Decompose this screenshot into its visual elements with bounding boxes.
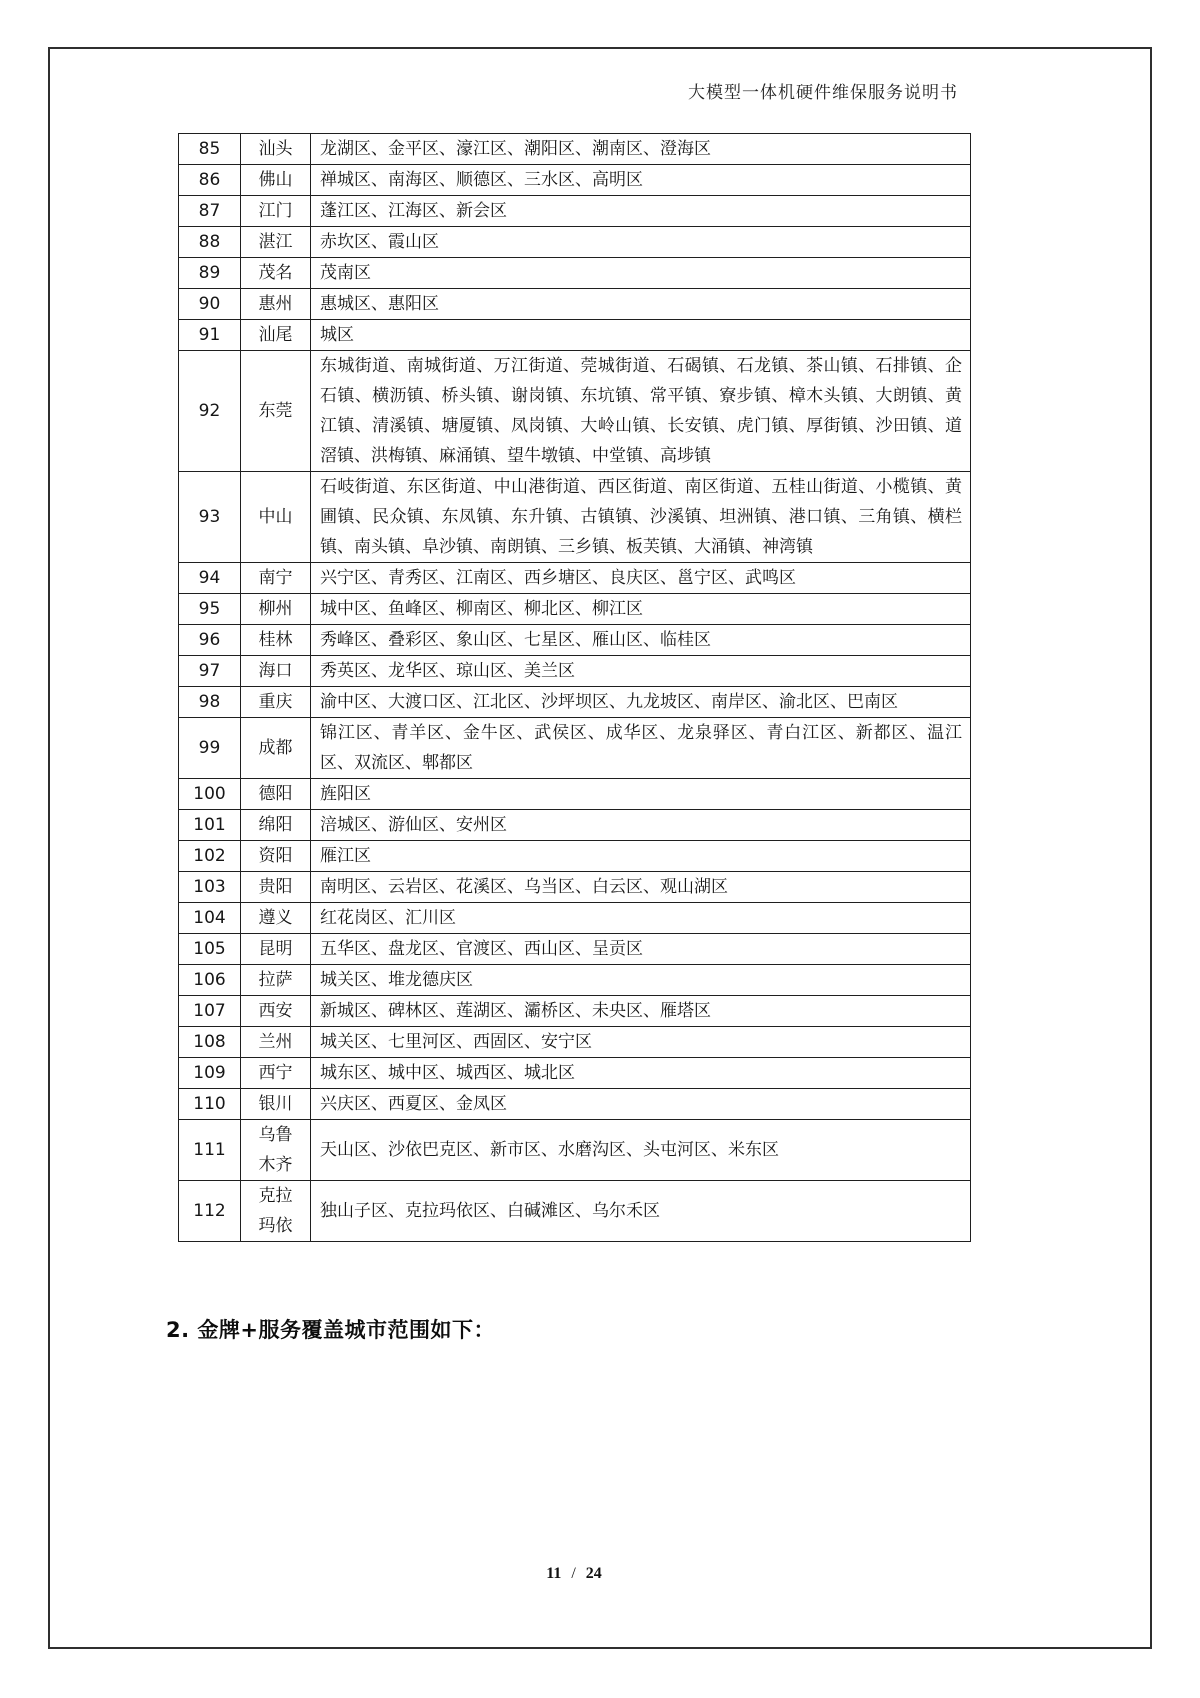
cell-city: 昆明 [241,934,311,965]
cell-districts: 新城区、碑林区、莲湖区、灞桥区、未央区、雁塔区 [311,996,971,1027]
cell-num: 109 [179,1058,241,1089]
cell-city: 成都 [241,718,311,779]
table-row [179,563,971,594]
table-row [179,196,971,227]
cell-num: 96 [179,625,241,656]
cell-num: 108 [179,1027,241,1058]
cell-num: 98 [179,687,241,718]
table-row [179,165,971,196]
cell-city: 重庆 [241,687,311,718]
cell-city: 乌鲁木齐 [241,1120,311,1181]
table-row [179,1058,971,1089]
cell-num: 86 [179,165,241,196]
cell-num: 95 [179,594,241,625]
cell-city: 德阳 [241,779,311,810]
cell-num: 89 [179,258,241,289]
cell-city: 西安 [241,996,311,1027]
cell-districts: 五华区、盘龙区、官渡区、西山区、呈贡区 [311,934,971,965]
cell-city: 桂林 [241,625,311,656]
table-row [179,320,971,351]
cell-city: 拉萨 [241,965,311,996]
table-row [179,656,971,687]
cell-num: 106 [179,965,241,996]
table-row [179,872,971,903]
cell-city: 佛山 [241,165,311,196]
cell-city: 西宁 [241,1058,311,1089]
cell-city: 兰州 [241,1027,311,1058]
cell-num: 94 [179,563,241,594]
section-heading: 2. 金牌+服务覆盖城市范围如下： [166,1318,495,1342]
table-row [179,779,971,810]
cell-city: 贵阳 [241,872,311,903]
page-number-separator: / [571,1565,576,1582]
table-row [179,289,971,320]
cell-num: 101 [179,810,241,841]
cell-city: 银川 [241,1089,311,1120]
cell-num: 85 [179,134,241,165]
table-row [179,1089,971,1120]
cell-num: 107 [179,996,241,1027]
cell-districts: 城中区、鱼峰区、柳南区、柳北区、柳江区 [311,594,971,625]
cell-num: 88 [179,227,241,258]
cell-num: 100 [179,779,241,810]
table-row [179,594,971,625]
table-row [179,965,971,996]
cell-districts: 雁江区 [311,841,971,872]
cell-city: 绵阳 [241,810,311,841]
table-row [179,472,971,563]
cell-num: 112 [179,1181,241,1242]
cell-districts: 秀英区、龙华区、琼山区、美兰区 [311,656,971,687]
cell-districts: 涪城区、游仙区、安州区 [311,810,971,841]
document-header-title: 大模型一体机硬件维保服务说明书 [688,83,958,103]
table-row [179,1120,971,1181]
cell-districts: 惠城区、惠阳区 [311,289,971,320]
cell-city: 东莞 [241,351,311,472]
cell-districts: 茂南区 [311,258,971,289]
table-row [179,687,971,718]
cell-districts: 独山子区、克拉玛依区、白碱滩区、乌尔禾区 [311,1181,971,1242]
table-row [179,718,971,779]
table-row [179,903,971,934]
cell-districts: 城关区、堆龙德庆区 [311,965,971,996]
cell-districts: 渝中区、大渡口区、江北区、沙坪坝区、九龙坡区、南岸区、渝北区、巴南区 [311,687,971,718]
cell-num: 104 [179,903,241,934]
table-row [179,1027,971,1058]
page-footer [178,1565,970,1583]
cell-city: 汕头 [241,134,311,165]
cell-city: 汕尾 [241,320,311,351]
cell-districts: 赤坎区、霞山区 [311,227,971,258]
cell-num: 91 [179,320,241,351]
cell-districts: 红花岗区、汇川区 [311,903,971,934]
cell-districts: 南明区、云岩区、花溪区、乌当区、白云区、观山湖区 [311,872,971,903]
cell-districts: 城东区、城中区、城西区、城北区 [311,1058,971,1089]
page-total: 24 [585,1565,602,1582]
cell-districts: 天山区、沙依巴克区、新市区、水磨沟区、头屯河区、米东区 [311,1120,971,1181]
cell-districts: 秀峰区、叠彩区、象山区、七星区、雁山区、临桂区 [311,625,971,656]
cell-districts: 城关区、七里河区、西固区、安宁区 [311,1027,971,1058]
cell-num: 103 [179,872,241,903]
table-row [179,625,971,656]
cell-districts: 禅城区、南海区、顺德区、三水区、高明区 [311,165,971,196]
cell-city: 克拉玛依 [241,1181,311,1242]
cell-city: 湛江 [241,227,311,258]
cell-districts: 蓬江区、江海区、新会区 [311,196,971,227]
cell-districts: 锦江区、青羊区、金牛区、武侯区、成华区、龙泉驿区、青白江区、新都区、温江区、双流区、郫都区 [311,718,971,779]
cell-num: 105 [179,934,241,965]
cell-city: 遵义 [241,903,311,934]
cell-city: 茂名 [241,258,311,289]
cell-num: 87 [179,196,241,227]
cell-num: 93 [179,472,241,563]
table-row [179,810,971,841]
table-row [179,258,971,289]
cell-city: 南宁 [241,563,311,594]
cell-city: 惠州 [241,289,311,320]
cell-num: 111 [179,1120,241,1181]
coverage-table-body [179,134,971,1242]
table-row [179,996,971,1027]
cell-city: 资阳 [241,841,311,872]
cell-districts: 兴宁区、青秀区、江南区、西乡塘区、良庆区、邕宁区、武鸣区 [311,563,971,594]
cell-districts: 东城街道、南城街道、万江街道、莞城街道、石碣镇、石龙镇、茶山镇、石排镇、企石镇、横沥镇、桥头镇、谢岗镇、东坑镇、常平镇、寮步镇、樟木头镇、大朗镇、黄江镇、清溪镇、塘厦镇、凤岗镇、大岭山镇、长安镇、虎门镇、厚街镇、沙田镇、道滘镇、洪梅镇、麻涌镇、望牛墩镇、中堂镇、高埗镇 [311,351,971,472]
cell-city: 海口 [241,656,311,687]
table-row [179,1181,971,1242]
cell-districts: 兴庆区、西夏区、金凤区 [311,1089,971,1120]
cell-districts: 旌阳区 [311,779,971,810]
table-row [179,841,971,872]
cell-city: 柳州 [241,594,311,625]
cell-num: 99 [179,718,241,779]
table-row [179,351,971,472]
cell-city: 江门 [241,196,311,227]
cell-num: 90 [179,289,241,320]
cell-num: 110 [179,1089,241,1120]
cell-num: 92 [179,351,241,472]
cell-districts: 城区 [311,320,971,351]
cell-districts: 龙湖区、金平区、濠江区、潮阳区、潮南区、澄海区 [311,134,971,165]
coverage-table [178,133,971,1242]
cell-num: 102 [179,841,241,872]
table-row [179,134,971,165]
table-row [179,934,971,965]
table-row [179,227,971,258]
cell-num: 97 [179,656,241,687]
cell-city: 中山 [241,472,311,563]
cell-districts: 石岐街道、东区街道、中山港街道、西区街道、南区街道、五桂山街道、小榄镇、黄圃镇、民众镇、东凤镇、东升镇、古镇镇、沙溪镇、坦洲镇、港口镇、三角镇、横栏镇、南头镇、阜沙镇、南朗镇、三乡镇、板芙镇、大涌镇、神湾镇 [311,472,971,563]
page-number: 11 [546,1565,562,1582]
